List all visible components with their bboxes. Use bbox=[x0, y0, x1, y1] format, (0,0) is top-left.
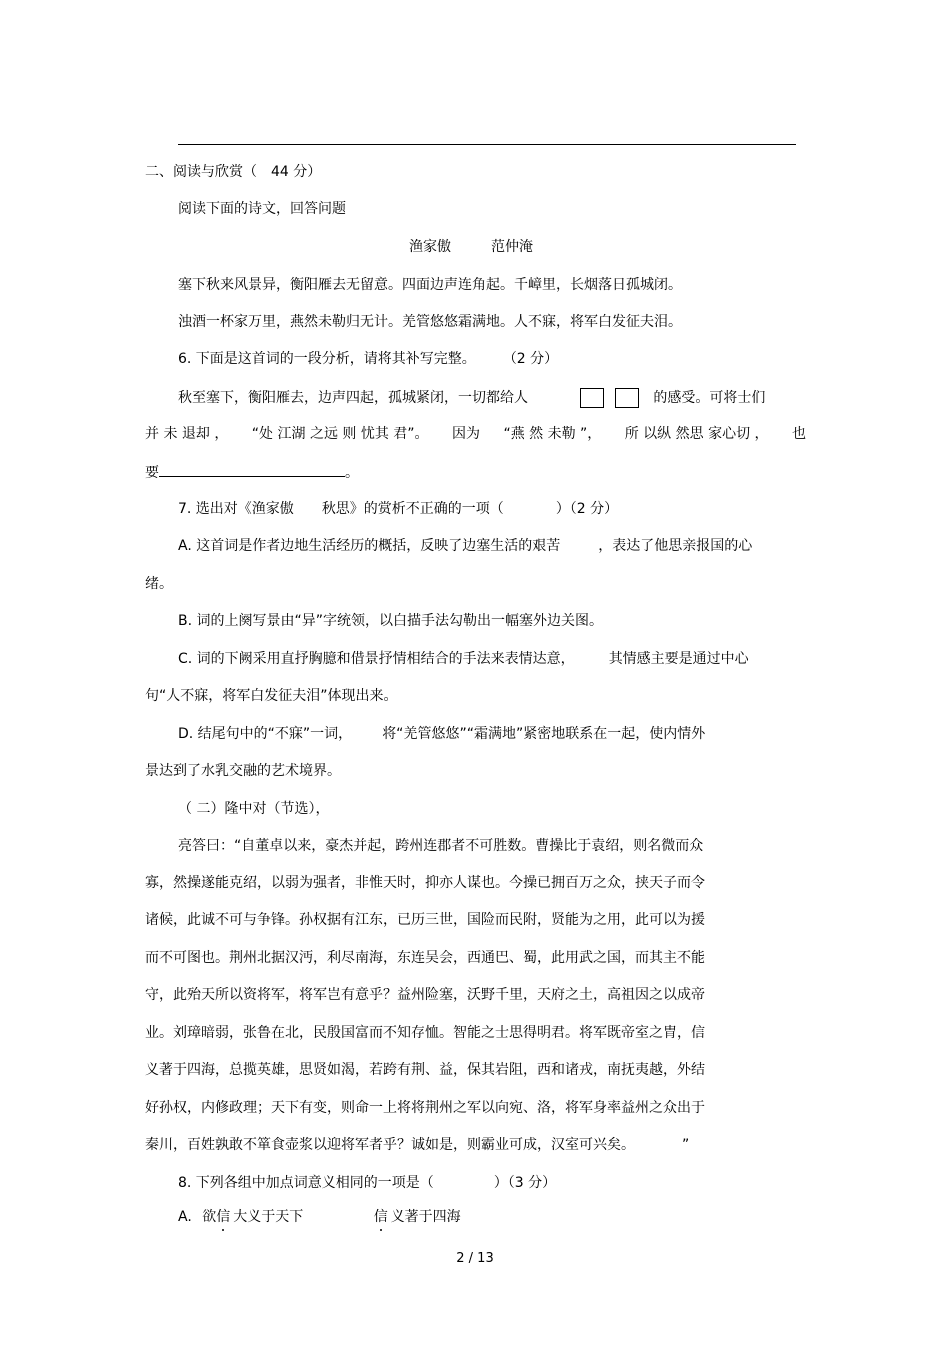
passage2-last-text: 秦川，百姓孰敢不箪食壶浆以迎将军者乎？诚如是，则霸业可成，汉室可兴矣。 bbox=[145, 1137, 628, 1153]
q7-stem-c: ）（2 分） bbox=[555, 501, 619, 517]
q8-option-a-first bbox=[202, 1209, 303, 1225]
q7-option-a-1b: ，表达了他思亲报国的心 bbox=[598, 538, 753, 554]
poem-line-1: 塞下秋来风景异，衡阳雁去无留意。四面边声连角起。千嶂里，长烟落日孤城闭。 bbox=[178, 277, 682, 293]
section-instruction: 阅读下面的诗文，回答问题 bbox=[178, 201, 346, 217]
q6-text-2-part: 所 以纵 然思 家心切 ， bbox=[624, 426, 769, 442]
q6-text-3a: 要 bbox=[145, 465, 159, 481]
passage2-closing-quote: ” bbox=[682, 1137, 690, 1153]
q8-option-a-label: A. bbox=[178, 1209, 192, 1225]
q8-a1-post: 大义于天下 bbox=[233, 1209, 304, 1225]
emphasis-dot-char: 信 bbox=[373, 1209, 388, 1225]
q7-option-a-line-2: 绪。 bbox=[145, 576, 173, 592]
q8-stem-row bbox=[178, 1174, 556, 1192]
passage2-last-line bbox=[145, 1136, 689, 1154]
section-heading-prefix: 二、阅读与欣赏（ bbox=[145, 164, 257, 180]
q6-text-2-part: “处 江湖 之远 则 忧其 君”。 bbox=[251, 426, 429, 442]
q6-text-2-part: 因为 bbox=[452, 426, 480, 442]
q6-text-2-part: 并 未 退却 ， bbox=[145, 426, 229, 442]
q7-option-c-1a: C. 词的下阙采用直抒胸臆和借景抒情相结合的手法来表情达意， bbox=[178, 651, 575, 667]
q6-text-3b: 。 bbox=[345, 465, 359, 481]
q8-a2-post: 义著于四海 bbox=[390, 1209, 461, 1225]
q7-option-c-line-1 bbox=[178, 650, 749, 668]
passage2-line: 义著于四海，总揽英雄，思贤如渴，若跨有荆、益，保其岩阻，西和诸戎，南抚夷越，外结 bbox=[145, 1062, 705, 1078]
q6-text-2-part: “燕 然 未勒 ”， bbox=[503, 426, 602, 442]
q7-option-c-line-2: 句“人不寐，将军白发征夫泪”体现出来。 bbox=[145, 688, 398, 704]
answer-box-1[interactable] bbox=[580, 388, 604, 408]
q6-text-1a: 秋至塞下，衡阳雁去，边声四起，孤城紧闭，一切都给人 bbox=[178, 390, 528, 406]
q8-option-a bbox=[178, 1208, 461, 1226]
poem-title: 渔家傲 bbox=[409, 239, 451, 255]
q7-stem-row bbox=[178, 500, 618, 518]
emphasis-dot-char: 信 bbox=[216, 1209, 231, 1225]
q6-paragraph-line-3 bbox=[145, 462, 359, 482]
answer-blank[interactable] bbox=[159, 462, 345, 477]
page-number: 2 / 13 bbox=[456, 1251, 494, 1266]
passage2-line: 寡，然操遂能克绍，以弱为强者，非惟天时，抑亦人谋也。今操已拥百万之众，挟天子而令 bbox=[145, 875, 705, 891]
passage2-line: 守，此殆天所以资将军，将军岂有意乎？益州险塞，沃野千里，天府之土，高祖因之以成帝 bbox=[145, 987, 705, 1003]
q7-option-d-1b: 将“羌管悠悠”“霜满地”紧密地联系在一起，使内情外 bbox=[382, 726, 706, 742]
passage2-line: 诸候，此诚不可与争锋。孙权据有江东，已历三世，国险而民附，贤能为之用，此可以为援 bbox=[145, 912, 705, 928]
q7-option-d-1a: D. 结尾句中的“不寐”一词， bbox=[178, 726, 353, 742]
passage2-line: 而不可图也。荆州北据汉沔，利尽南海，东连吴会，西通巴、蜀，此用武之国，而其主不能 bbox=[145, 950, 705, 966]
q6-paragraph-line-2 bbox=[145, 425, 806, 443]
q7-option-d-line-1 bbox=[178, 725, 705, 743]
q7-option-a-line-1 bbox=[178, 537, 752, 555]
q6-text-1b: 的感受。可将士们 bbox=[653, 390, 766, 406]
q7-option-d-line-2: 景达到了水乳交融的艺术境界。 bbox=[145, 763, 341, 779]
passage2-line: 业。刘璋暗弱，张鲁在北，民殷国富而不知存恤。智能之士思得明君。将军既帝室之胄，信 bbox=[145, 1025, 705, 1041]
q6-text-2-part: 也 bbox=[791, 426, 806, 442]
q8-stem-b: ）（3 分） bbox=[493, 1175, 557, 1191]
passage2-line: 好孙权，内修政理；天下有变，则命一上将将荆州之军以向宛、洛，将军身率益州之众出于 bbox=[145, 1100, 705, 1116]
answer-box-2[interactable] bbox=[615, 388, 639, 408]
q8-stem-a: 8. 下列各组中加点词意义相同的一项是（ bbox=[178, 1175, 434, 1191]
section-heading bbox=[145, 163, 321, 181]
header-rule bbox=[178, 144, 796, 145]
q7-stem-b: 秋思》的赏析不正确的一项（ bbox=[321, 501, 504, 517]
poem-title-row bbox=[409, 238, 533, 256]
q6-paragraph-line-1 bbox=[178, 388, 765, 408]
passage2-title: （ 二）隆中对（节选）， bbox=[178, 801, 330, 817]
q7-stem-a: 7. 选出对《渔家傲 bbox=[178, 501, 294, 517]
passage2-line: 亮答曰：“自董卓以来，豪杰并起，跨州连郡者不可胜数。曹操比于袁绍，则名微而众 bbox=[178, 838, 704, 854]
q7-option-c-1b: 其情感主要是通过中心 bbox=[608, 651, 749, 667]
poem-author: 范仲淹 bbox=[491, 239, 533, 255]
q7-option-b: B. 词的上阕写景由“异”字统领，以白描手法勾勒出一幅塞外边关图。 bbox=[178, 613, 604, 629]
q7-option-a-1a: A. 这首词是作者边地生活经历的概括，反映了边塞生活的艰苦 bbox=[178, 538, 561, 554]
poem-line-2: 浊酒一杯家万里，燕然未勒归无计。羌管悠悠霜满地。人不寐，将军白发征夫泪。 bbox=[178, 314, 682, 330]
q6-stem: 6. 下面是这首词的一段分析，请将其补写完整。 bbox=[178, 351, 476, 367]
q6-score: （2 分） bbox=[509, 351, 559, 367]
q8-option-a-second bbox=[374, 1209, 461, 1225]
section-heading-score: 44 分） bbox=[271, 164, 322, 180]
q8-a1-pre: 欲 bbox=[202, 1209, 217, 1225]
q6-stem-row bbox=[178, 350, 558, 368]
